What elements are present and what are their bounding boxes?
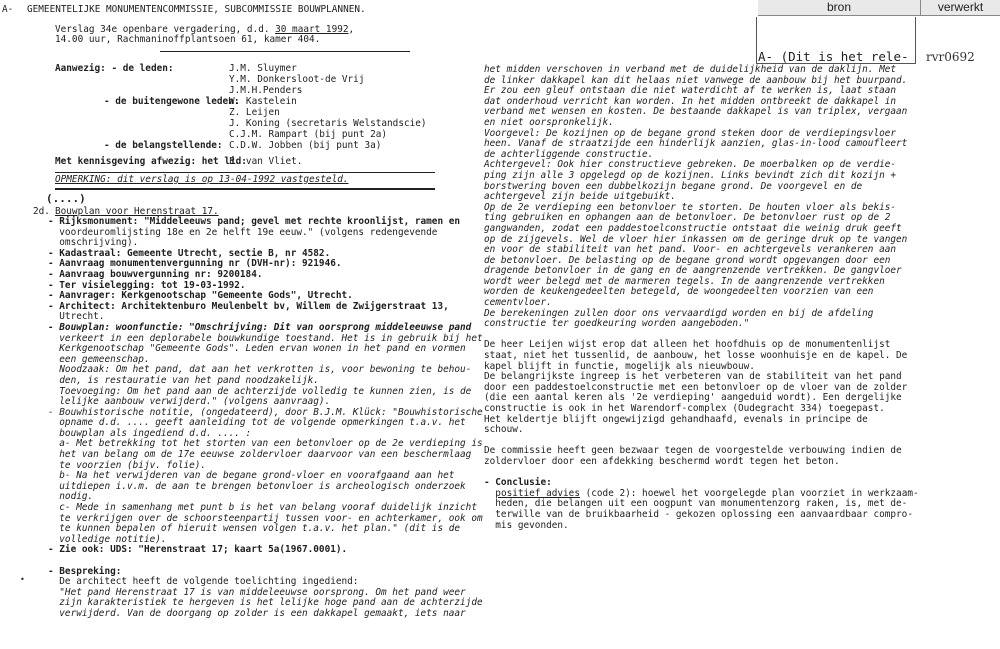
attendance-label-leden: Aanwezig: - de leden:	[55, 63, 174, 74]
approval-note: OPMERKING: dit verslag is op 13-04-1992 vastgesteld.	[55, 174, 349, 185]
text-line: De belangrijkste ingreep is het verbeteren van de stabiliteit van het pand	[484, 371, 902, 383]
text-line: cementvloer.	[484, 297, 552, 309]
text-line: Achtergevel: Ook hier constructieve gebreken. De moerbalken op de verdie-	[484, 159, 897, 171]
bron-line: A- (Dit is het rele-	[758, 49, 909, 64]
text-line: een gemeenschap.	[48, 353, 150, 365]
item-title: Bouwplan voor Herenstraat 17.	[55, 206, 219, 217]
text-line: Er zou een gleuf ontstaan die niet waterdicht af te werken is, laat staan	[484, 85, 897, 97]
text-line: lelijke aanbouw verwijderd." (volgens aanvraag).	[48, 396, 331, 408]
text-line: Kerkgenootschap "Gemeente Gods". Leden ervan wonen in het pand en vormen	[48, 343, 466, 355]
header-divider	[160, 51, 410, 52]
text-line: en voor de stabiliteit van het pand. Voor- en achtergevels verankeren aan	[484, 244, 897, 256]
text-line: kapel blijft in functie, mogelijk als nieuwbouw.	[484, 360, 755, 372]
text-line: - Bespreking:	[48, 565, 122, 577]
text-line: - Aanvraag bouwvergunning nr: 9200184.	[48, 268, 263, 280]
text-line: Voorgevel: De kozijnen op de begane grond steken door de verdiepingsvloer	[484, 127, 897, 139]
text-line: schouw.	[484, 424, 524, 436]
ellipsis-marker: (....)	[46, 192, 86, 205]
text-line: zijn karakteristiek te hergeven is het lelijke hoge pand aan de achterzijde	[48, 597, 483, 609]
text-line: Het keldertje blijft ongewijzigd gehandhaafd, evenals in principe de	[484, 413, 868, 425]
text-line: wordt weer belegd met de marmeren tegels. In de aangrenzende vertrekken	[484, 275, 885, 287]
text-line: - Bouwhistorische notitie, (ongedateerd), door B.J.M. Klück: "Bouwhistorische	[48, 406, 483, 418]
text-line: de linker dakkapel kan dit helaas niet vanwege de aanbouw bij het buurpand.	[484, 74, 908, 86]
text-line: Utrecht.	[48, 311, 105, 323]
text-line: te voorzien (bijv. folie).	[48, 459, 207, 471]
conclusion-advice: positief advies	[495, 487, 580, 499]
column-header-bron: bron	[758, 0, 921, 16]
text-line: - Conclusie:	[484, 477, 552, 489]
text-line: worden de keukengedeelten betegeld, de woongedeelten voorzien van een	[484, 286, 874, 298]
text-line: (die een aantal keren als '2e verdieping' aangeduid wordt). Een dergelijke	[484, 392, 902, 404]
text-line: positief advies (code 2): hoewel het voorgelegde plan voorziet in werkzaam-	[495, 487, 919, 499]
text-line: constructie is ook in het Warendorf-complex (Oudegracht 334) toegepast.	[484, 403, 885, 414]
text-line: - Zie ook: UDS: "Herenstraat 17; kaart 5a(1967.0001).	[48, 544, 348, 556]
attendance-label-belangstellende: - de belangstellende:	[104, 140, 223, 151]
bron-cell	[756, 17, 916, 64]
text-line: - Ter visielegging: tot 19-03-1992.	[48, 279, 246, 291]
text-line: Toevoeging: Om het pand aan de achterzijde volledig te kunnen zien, is de	[48, 385, 472, 397]
attendee: J. Koning (secretaris Welstandscie)	[229, 118, 427, 129]
attendee: Y.M. Donkersloot-de Vrij	[229, 74, 365, 85]
text-line: verband met wensen en kosten. De bestaande dakkapel is van triplex, vergaan	[484, 106, 908, 118]
text-line: Op de 2e verdieping een betonvloer te storten. De houten vloer als bekis-	[484, 201, 897, 213]
attendee: C.D.W. Jobben (bij punt 3a)	[229, 140, 382, 151]
text-line: zoldervloer door een afdekking beschermd wordt tegen het beton.	[484, 455, 840, 467]
text-line: het van belang om de 17e eeuwse zoldervloer daarvoor van een beschermlaag	[48, 449, 472, 461]
text-line: verwijderd. Van de doorgang op zolder is een dakkapel gemaakt, iets naar	[48, 607, 466, 619]
text-line: c- Mede in samenhang met punt b is het van belang vooraf duidelijk inzicht	[48, 502, 477, 514]
text-line: omschrijving).	[48, 237, 139, 249]
text-line: op de zijgevels. Wel de vloer hier inkassen om de geringe druk op te vangen	[484, 233, 908, 245]
doc-title: GEMEENTELIJKE MONUMENTENCOMMISSIE, SUBCOMMISSIE BOUWPLANNEN.	[27, 4, 366, 15]
text-line: - Aanvrager: Kerkgenootschap "Gemeente Gods", Utrecht.	[48, 290, 353, 302]
note-rule-bottom	[55, 188, 435, 190]
text-line: dragende betonvloer in de gang en de aangrenzende vertrekken. De gangvloer	[484, 265, 902, 277]
text-line: - Aanvraag monumentenvergunning nr (DVH-nr): 921946.	[48, 258, 342, 270]
text-line: Noodzaak: Om het pand, dat aan het verkrotten is, voor bewoning te behou-	[48, 364, 472, 376]
text-line: bouwplan als ingediend d.d. .... :	[48, 427, 252, 439]
text-line: en niet oorspronkelijk.	[484, 116, 614, 128]
text-line: terwille van de bruikbaarheid - gekozen oplossing een aanvaardbaar compro-	[484, 508, 913, 520]
text-line: - Kadastraal: Gemeente Utrecht, sectie B, nr 4582.	[48, 247, 331, 259]
text-line: door een paddestoelconstructie met een betonvloer op de vloer van de zolder	[484, 381, 908, 393]
attendee: Z. Leijen	[229, 107, 280, 118]
meeting-line-2: 14.00 uur, Rachmaninoffplantsoen 61, kamer 404.	[55, 34, 321, 45]
text-line: mis gevonden.	[484, 519, 569, 531]
verwerkt-cell: rvr0692	[926, 50, 975, 64]
text-line: de betonvloer. De belasting op de begane grond wordt opgevangen door een	[484, 254, 891, 266]
text-line: het midden verschoven in verband met de duidelijkheid van de daklijn. Met	[484, 64, 897, 75]
left-column-text	[48, 217, 483, 620]
meeting-date: 30 maart 1992	[275, 24, 349, 35]
text-line: - Bouwplan: woonfunctie: "Omschrijving: Dit van oorsprong middeleeuwse pand	[48, 321, 472, 333]
absent-name: P. van Vliet.	[229, 156, 303, 167]
text-line: ping zijn alle 3 opgelegd op de kozijnen. Links bevindt zich dit kozijn +	[484, 169, 897, 181]
text-line: De berekeningen zullen door ons vervaardigd worden en bij de afdeling	[484, 307, 874, 319]
text-line: b- Na het verwijderen van de begane grond-vloer en voorafgaand aan het	[48, 470, 455, 482]
text-line: den, is restauratie van het pand noodzakelijk.	[48, 374, 319, 386]
text-line: heen. Vanaf de straatzijde een hinderlijk aanzien, glas-in-lood camoufleert	[484, 138, 908, 150]
text-line: - Rijksmonument: "Middeleeuws pand; gevel met rechte kroonlijst, ramen en	[48, 216, 461, 227]
doc-marker: A-	[2, 4, 14, 15]
attendee: W. Kastelein	[229, 96, 297, 107]
text-line: te verkrijgen over de schoorsteenpartij tussen voor- en achterkamer, ook om	[48, 512, 483, 524]
text-line: nodig.	[48, 491, 94, 503]
text-line: voordeuromlijsting 18e en 2e helft 19e eeuw." (volgens redengevende	[48, 226, 438, 238]
text-line	[48, 556, 483, 567]
text-line: te kunnen bepalen of hieruit wensen volgen t.a.v. het plan." (dit is de	[48, 523, 461, 535]
text-line: achtergevel zijn beide uitgebuikt.	[484, 191, 676, 203]
right-column-text	[484, 65, 919, 531]
text-line: De commissie heeft geen bezwaar tegen de voorgestelde verbouwing indien de	[484, 445, 902, 457]
text-line: heden, die belangen uit een oogpunt van monumentenzorg raken, is, met de-	[484, 498, 908, 510]
text-line: uitdiepen i.v.m. de aan te brengen betonvloer is archeologisch onderzoek	[48, 480, 466, 492]
attendee: J.M. Sluymer	[229, 63, 297, 74]
absent-label: Met kennisgeving afwezig: het lid:	[55, 156, 247, 167]
text-line: de achterliggende constructie.	[484, 148, 654, 160]
text-line: dat onderhoud verricht kan worden. In het midden ontbreekt de dakkapel in	[484, 95, 897, 107]
column-header-verwerkt: verwerkt	[921, 0, 1000, 16]
text-line: - Architect: Architektenburo Meulenbelt bv, Willem de Zwijgerstraat 13,	[48, 300, 449, 312]
margin-dot: •	[20, 575, 25, 584]
text-line: "Het pand Herenstraat 17 is van middeleeuwse oorsprong. Om het pand weer	[48, 586, 466, 598]
text-line: staat, niet het tussenlid, de aanbouw, het losse woonhuisje en de kapel. De	[484, 350, 908, 362]
text-line: De heer Leijen wijst erop dat alleen het hoofdhuis op de monumentenlijst	[484, 339, 891, 351]
text-line: ting gebruiken en ophangen aan de betonvloer. De betonvloer rust op de 2	[484, 212, 891, 224]
text-line: volledige notitie).	[48, 533, 167, 545]
text-line: constructie ter goedkeuring worden aangeboden."	[484, 318, 750, 330]
attendance-label-buitengewone: - de buitengewone leden:	[104, 96, 240, 107]
attendee: C.J.M. Rampart (bij punt 2a)	[229, 129, 388, 140]
text-line: borstwering boven een dubbelkozijn begane grond. De voorgevel en de	[484, 180, 863, 192]
attendee: J.M.H.Penders	[229, 85, 303, 96]
text-line: De architect heeft de volgende toelichting ingediend:	[48, 576, 359, 588]
text-line: opname d.d. .... geeft aanleiding tot de volgende opmerkingen t.a.v. het	[48, 417, 466, 429]
meeting-line-1: Verslag 34e openbare vergadering, d.d. 30 maart 1992,	[55, 24, 355, 35]
text-line: a- Met betrekking tot het storten van een betonvloer op de 2e verdieping is	[48, 438, 483, 450]
note-rule-top	[55, 172, 435, 173]
item-number: 2d.	[33, 206, 50, 217]
text-line: verkeert in een deplorabele bouwkundige toestand. Het is in gebruik bij het	[48, 332, 483, 344]
text-line: gangwanden, zodat een paddestoelconstructie ontstaat die weinig druk geeft	[484, 222, 902, 234]
